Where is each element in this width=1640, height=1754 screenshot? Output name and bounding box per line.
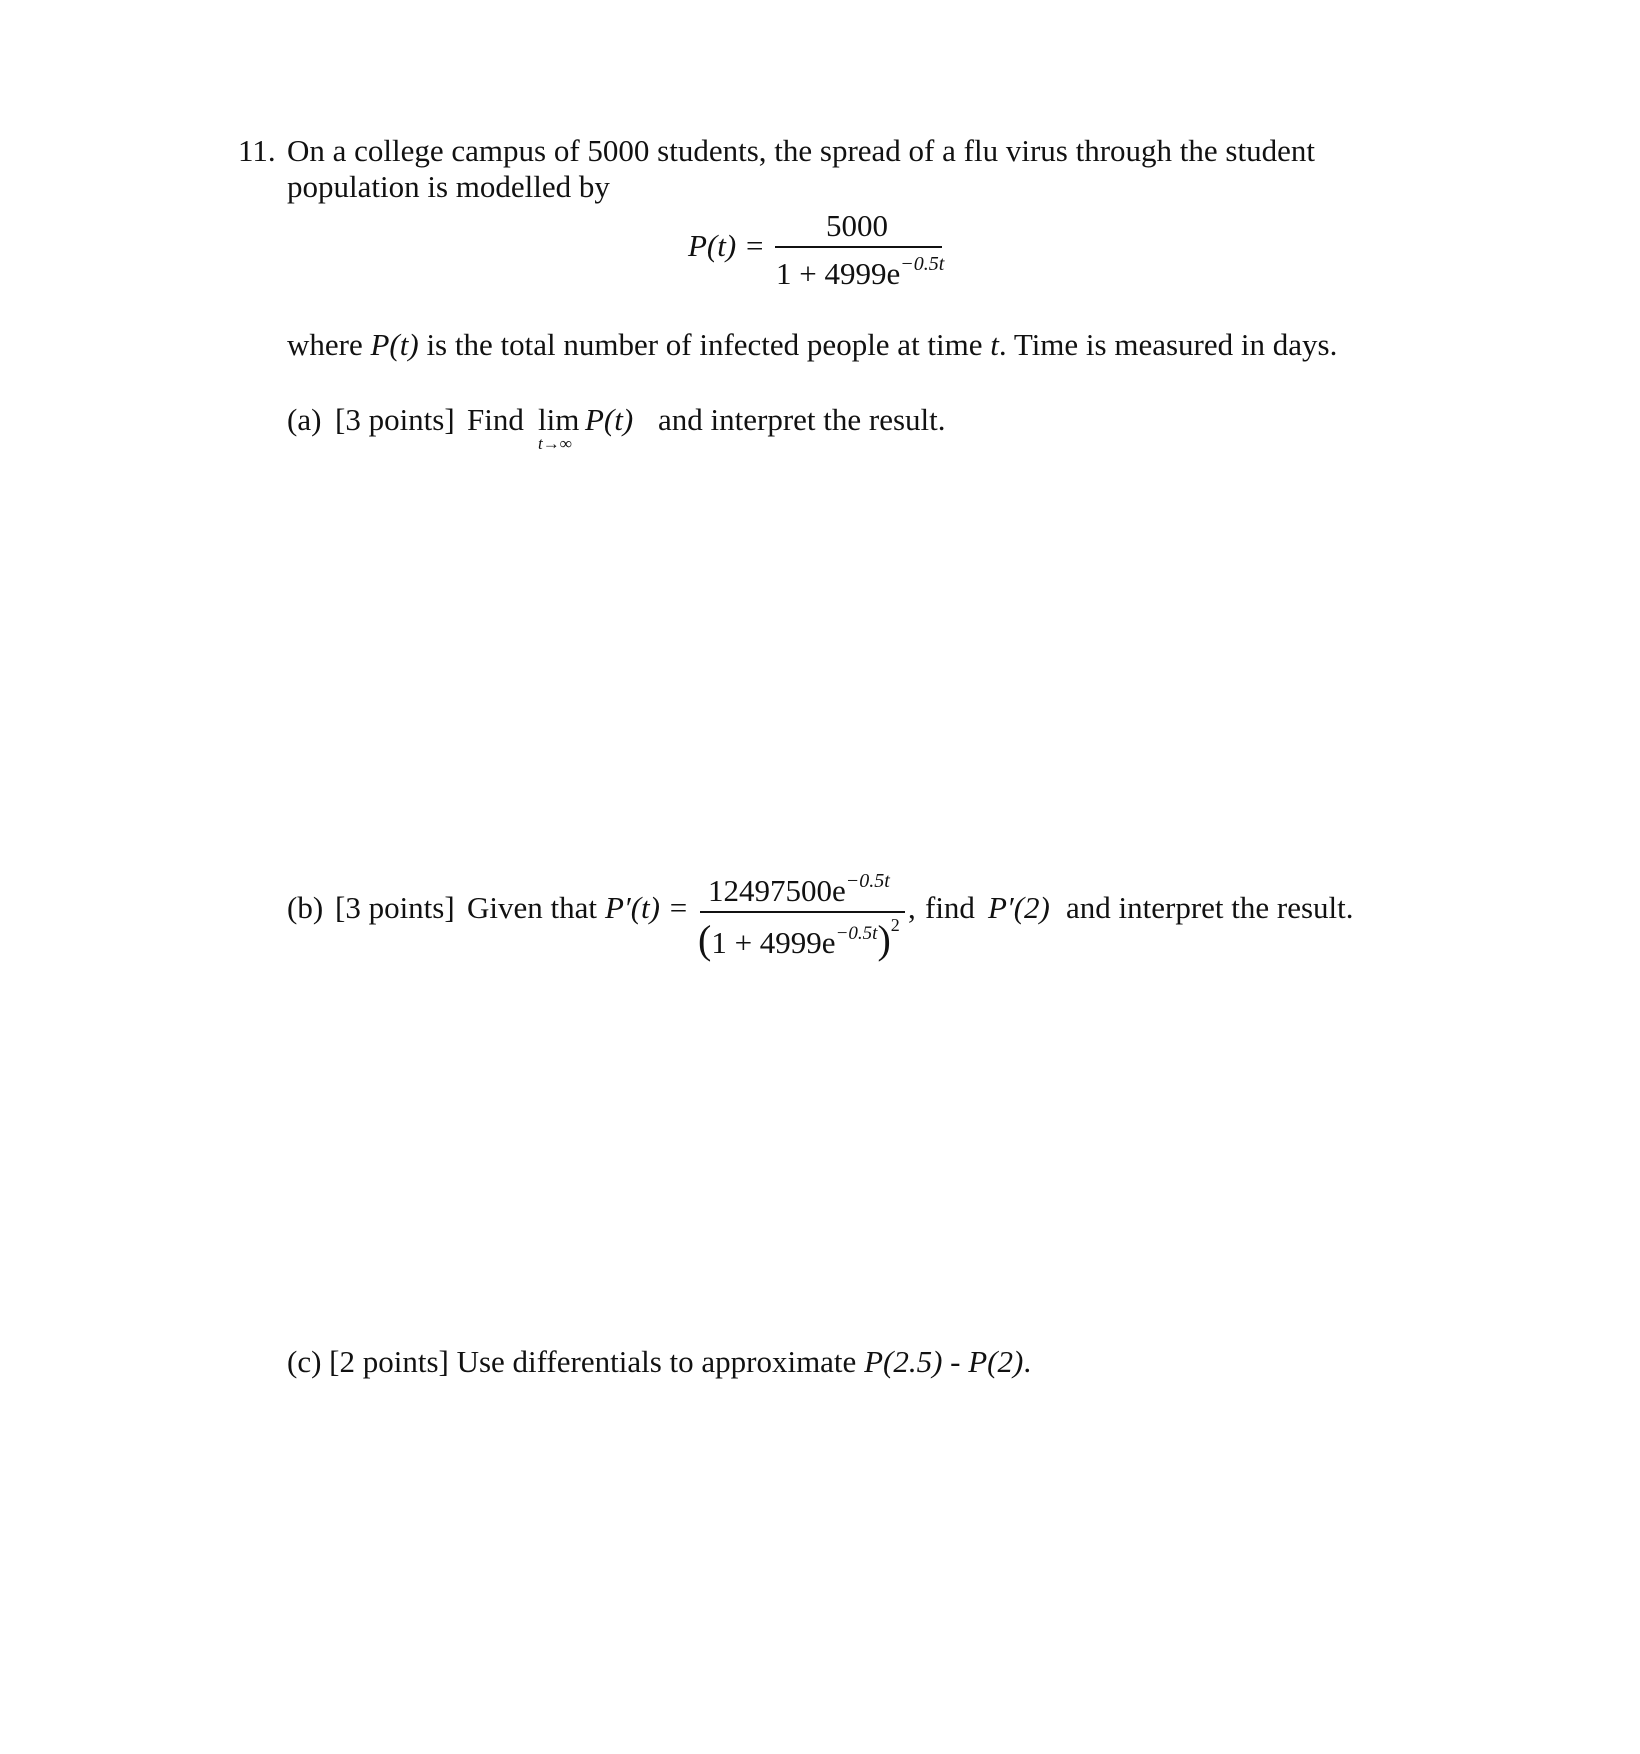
where-line xyxy=(287,327,1337,363)
part-a-post: and interpret the result. xyxy=(658,402,946,437)
where-post: . Time is measured in days. xyxy=(998,327,1338,362)
part-c-points: [2 points] xyxy=(329,1344,449,1379)
part-a-label: (a) xyxy=(287,402,322,437)
part-c-dash: - xyxy=(942,1344,969,1379)
part-b-find: find xyxy=(925,890,975,925)
part-c-expr1: P(2.5) xyxy=(864,1344,943,1379)
model-denominator-exponent: −0.5t xyxy=(900,253,945,275)
intro-line-1: On a college campus of 5000 students, the spread of a flu virus through the student xyxy=(287,133,1315,168)
part-b-denominator xyxy=(698,915,900,970)
part-a-lim: lim xyxy=(538,402,580,437)
part-c-end: . xyxy=(1023,1344,1032,1379)
part-b-lhs: P′(t) = xyxy=(605,890,689,925)
part-c-pre: Use differentials to approximate xyxy=(456,1344,857,1379)
model-denominator-base: 1 + 4999e xyxy=(776,256,901,291)
where-pre: where xyxy=(287,327,371,362)
model-fraction-bar xyxy=(775,246,942,248)
part-b-den-power: 2 xyxy=(890,915,900,935)
part-b-label: (b) xyxy=(287,890,324,925)
part-c xyxy=(287,1344,1031,1380)
model-denominator xyxy=(776,253,945,296)
part-b-numerator-base: 12497500e xyxy=(708,873,846,908)
where-t: t xyxy=(990,327,999,362)
part-b-den-exponent: −0.5t xyxy=(835,923,878,944)
part-c-label: (c) xyxy=(287,1344,322,1379)
part-a-pre: Find xyxy=(467,402,524,437)
part-b-points: [3 points] xyxy=(335,890,455,925)
part-b-comma: , xyxy=(908,890,916,925)
problem-number: 11. xyxy=(238,133,276,168)
part-b-numerator-exponent: −0.5t xyxy=(845,870,890,892)
part-b-pre: Given that xyxy=(467,890,597,925)
part-b-den-close: ) xyxy=(877,917,891,962)
part-a-lim-subscript: t→∞ xyxy=(538,434,572,453)
part-b-post: and interpret the result. xyxy=(1066,890,1354,925)
part-b-numerator xyxy=(708,870,890,913)
part-b-den-open: ( xyxy=(698,917,712,962)
where-mid: is the total number of infected people at time xyxy=(418,327,991,362)
where-var: P(t) xyxy=(370,327,419,362)
model-numerator: 5000 xyxy=(826,208,888,243)
part-b-fraction-bar xyxy=(700,911,905,913)
part-b-find-function: P′(2) xyxy=(988,890,1050,925)
model-lhs: P(t) = xyxy=(688,228,765,263)
intro-line-2: population is modelled by xyxy=(287,169,610,204)
part-c-expr2: P(2) xyxy=(968,1344,1024,1379)
part-a-function: P(t) xyxy=(585,402,634,437)
part-a-points: [3 points] xyxy=(335,402,455,437)
part-b-den-base: 1 + 4999e xyxy=(711,925,836,960)
